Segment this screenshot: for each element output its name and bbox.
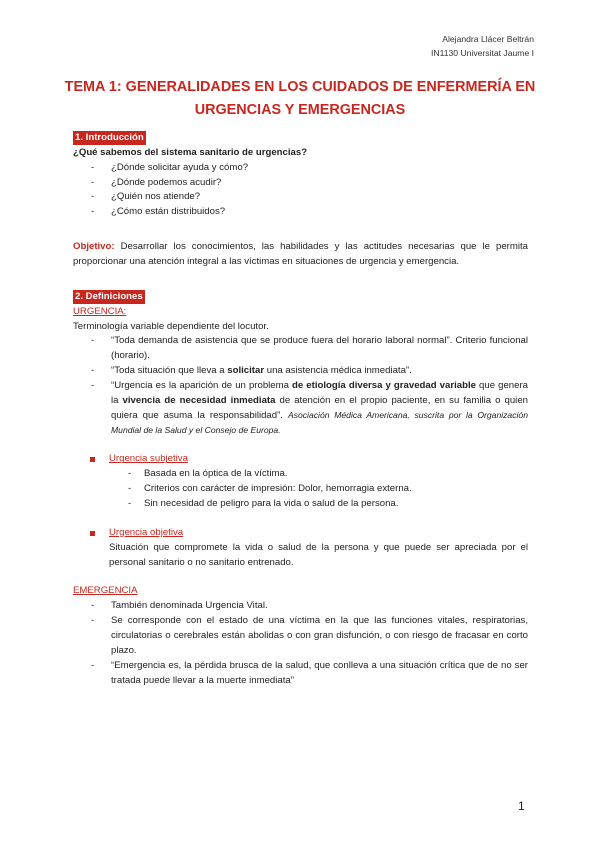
- list-item: - Sin necesidad de peligro para la vida o salud de la persona.: [128, 497, 528, 512]
- urgencia-objetiva-heading: Urgencia objetiva: [73, 526, 528, 541]
- page-number: 1: [518, 799, 525, 813]
- urgencia-subjetiva-heading: Urgencia subjetiva: [73, 452, 528, 467]
- intro-question-list: [73, 161, 528, 220]
- urgencia-label: URGENCIA:: [73, 305, 127, 317]
- list-item: - Criterios con carácter de impresión: Dolor, hemorragia externa.: [128, 482, 528, 497]
- urgencia-subjetiva-list: [73, 467, 528, 512]
- emergencia-list: [73, 599, 528, 688]
- list-item: - Se corresponde con el estado de una víctima en la que las funciones vitales, respiratorias, circulatorias o cerebrales están abolidas o con gran disfunción, o con riesgo de fracasar en corto plazo.: [91, 614, 528, 659]
- square-bullet-icon: [90, 457, 95, 462]
- list-item: - “Toda situación que lleva a solicitar una asistencia médica inmediata”.: [91, 364, 528, 379]
- urgencia-objetiva-text: Situación que compromete la vida o salud de la persona y que puede ser apreciada por el personal sanitario o no sanitario entrenado.: [109, 541, 528, 568]
- document-body: [73, 131, 528, 689]
- intro-question: ¿Qué sabemos del sistema sanitario de urgencias?: [73, 146, 308, 158]
- list-item: - También denominada Urgencia Vital.: [91, 599, 528, 614]
- section-heading-introduction: 1. Introducción: [75, 132, 144, 143]
- objective-label: Objetivo:: [73, 241, 115, 253]
- course-name: IN1130 Universitat Jaume I: [430, 47, 534, 58]
- urgencia-definition-list: [73, 334, 528, 438]
- list-item: - ¿Dónde solicitar ayuda y cómo?: [91, 161, 528, 176]
- list-item: - ¿Dónde podemos acudir?: [91, 176, 528, 191]
- section-heading-definitions: 2. Definiciones: [75, 290, 143, 302]
- citation: Asociación Médica Americana, suscrita por la Organización Mundial de la Salud y el Consejo de Europa.: [111, 409, 528, 435]
- objective-paragraph: [73, 240, 528, 270]
- list-item: - “Urgencia es la aparición de un problema de etiología diversa y gravedad variable que genera la vivencia de necesidad inmediata de atención en el propio paciente, en su familia o quien quiera que asuma la responsabilidad”. Asociación Médica Americana, suscrita por la Organización Mundial de la Salud y el Consejo de Europa.: [91, 379, 528, 438]
- terminology-text: Terminología variable dependiente del locutor.: [73, 320, 269, 332]
- document-title: TEMA 1: GENERALIDADES EN LOS CUIDADOS DE ENFERMERÍA EN URGENCIAS Y EMERGENCIAS: [64, 79, 536, 119]
- list-item: - “Emergencia es, la pérdida brusca de la salud, que conlleva a una situación crítica que de no ser tratada puede llevar a la muerte inmediata”: [91, 659, 528, 689]
- objective-text: Desarrollar los conocimientos, las habilidades y las actitudes necesarias que le permita proporcionar una atención integral a las víctimas en situaciones de urgencia y emergencia.: [73, 241, 528, 268]
- list-item: - ¿Cómo están distribuidos?: [91, 205, 528, 220]
- page-header: [431, 33, 534, 61]
- author-name: Alejandra Llácer Beltrán: [442, 34, 534, 44]
- list-item: - ¿Quién nos atiende?: [91, 190, 528, 205]
- emergencia-label: EMERGENCIA: [73, 585, 138, 597]
- square-bullet-icon: [90, 531, 95, 536]
- list-item: - Basada en la óptica de la víctima.: [128, 467, 528, 482]
- list-item: - “Toda demanda de asistencia que se produce fuera del horario laboral normal”. Criterio funcional (horario).: [91, 334, 528, 364]
